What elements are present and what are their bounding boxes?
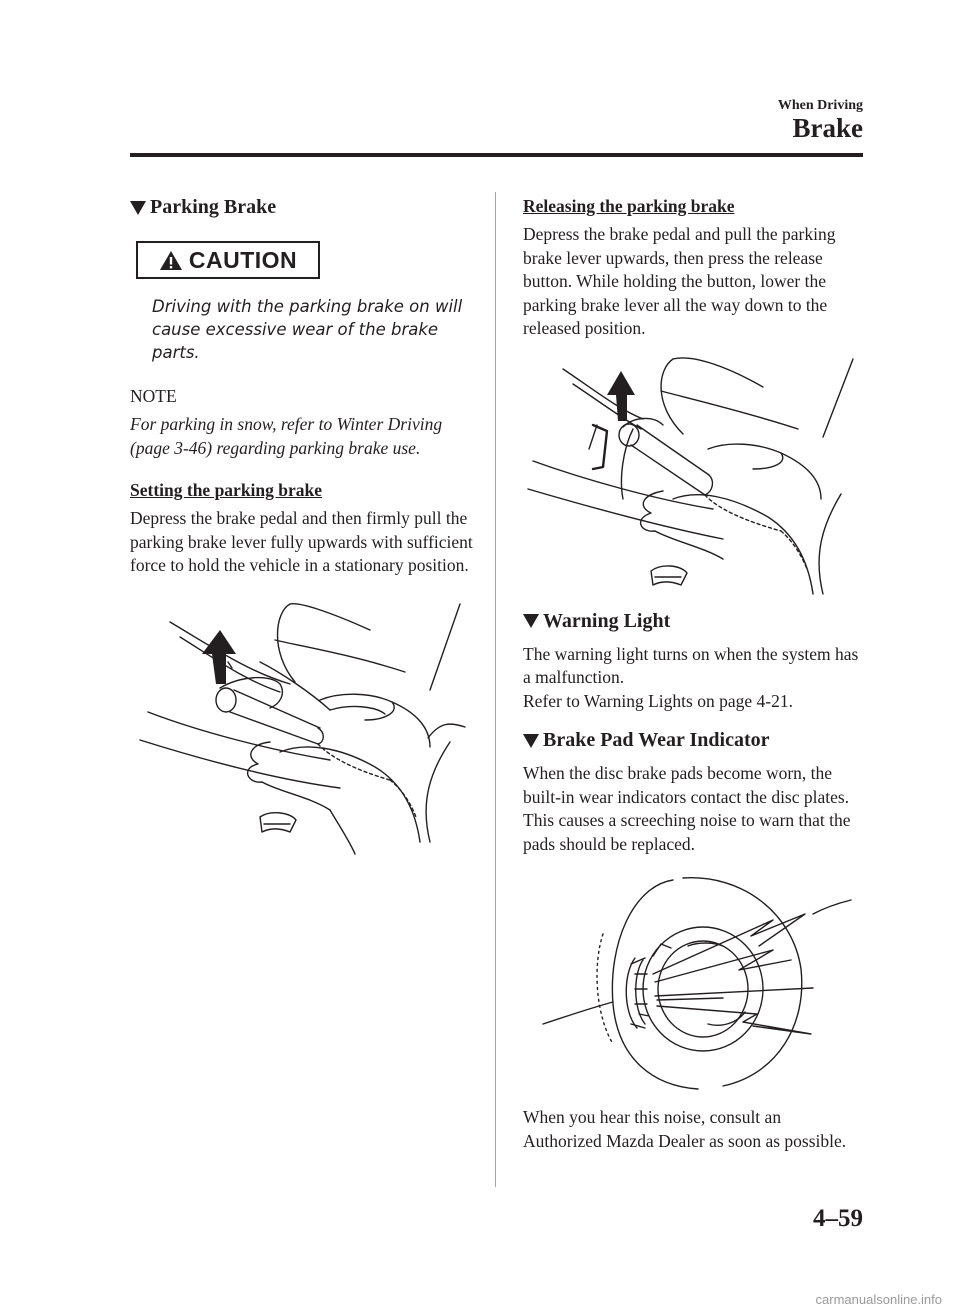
page-number: 4–59 bbox=[813, 1205, 863, 1232]
brake-pad-wear-advice: When you hear this noise, consult an Authorized Mazda Dealer as soon as possible. bbox=[523, 1107, 847, 1151]
warning-light-heading bbox=[523, 610, 863, 633]
brake-pad-wear-figure bbox=[523, 874, 863, 1094]
triangle-down-icon bbox=[523, 734, 539, 748]
setting-parking-brake-title: Setting the parking brake bbox=[130, 480, 323, 500]
parking-brake-title: Parking Brake bbox=[150, 196, 277, 218]
releasing-parking-brake-text: Depress the brake pedal and pull the parking brake lever upwards, then press the release button. While holding the button, lower the parking brake lever all the way down to the released position. bbox=[523, 224, 836, 338]
brake-pad-wear-text: When the disc brake pads become worn, the built-in wear indicators contact the disc plates. This causes a screeching noise to warn that the pads should be replaced. bbox=[523, 763, 851, 854]
right-column bbox=[523, 196, 863, 1153]
caution-label: CAUTION bbox=[188, 246, 298, 273]
setting-parking-brake-text: Depress the brake pedal and then firmly pull the parking brake lever fully upwards with sufficient force to hold the vehicle in a stationary position. bbox=[130, 508, 473, 575]
header-chapter-title: Brake bbox=[792, 113, 863, 143]
parking-brake-heading bbox=[130, 196, 480, 219]
triangle-down-icon bbox=[523, 614, 539, 628]
setting-parking-brake-figure bbox=[130, 592, 470, 857]
releasing-parking-brake-title: Releasing the parking brake bbox=[523, 196, 735, 216]
warning-light-reference: Refer to Warning Lights on page 4-21. bbox=[523, 690, 793, 711]
header-section-title: When Driving bbox=[777, 98, 863, 113]
arrow-up-icon bbox=[202, 630, 236, 684]
brake-pad-wear-heading bbox=[523, 729, 863, 752]
caution-text: Driving with the parking brake on will cause excessive wear of the brake parts. bbox=[152, 297, 463, 362]
warning-light-title: Warning Light bbox=[543, 609, 671, 632]
header-rule bbox=[130, 153, 863, 157]
brake-pad-wear-title: Brake Pad Wear Indicator bbox=[543, 729, 770, 751]
watermark-text: carmanualsonline.info bbox=[815, 1292, 942, 1307]
warning-triangle-icon bbox=[159, 250, 183, 271]
column-divider bbox=[495, 192, 496, 1187]
note-label: NOTE bbox=[130, 386, 177, 406]
note-text: For parking in snow, refer to Winter Driving (page 3-46) regarding parking brake use. bbox=[130, 414, 443, 458]
triangle-down-icon bbox=[130, 201, 146, 215]
releasing-parking-brake-figure bbox=[523, 349, 863, 604]
warning-light-text: The warning light turns on when the system has a malfunction. bbox=[523, 643, 859, 687]
caution-badge bbox=[136, 241, 320, 279]
left-column bbox=[130, 196, 480, 857]
